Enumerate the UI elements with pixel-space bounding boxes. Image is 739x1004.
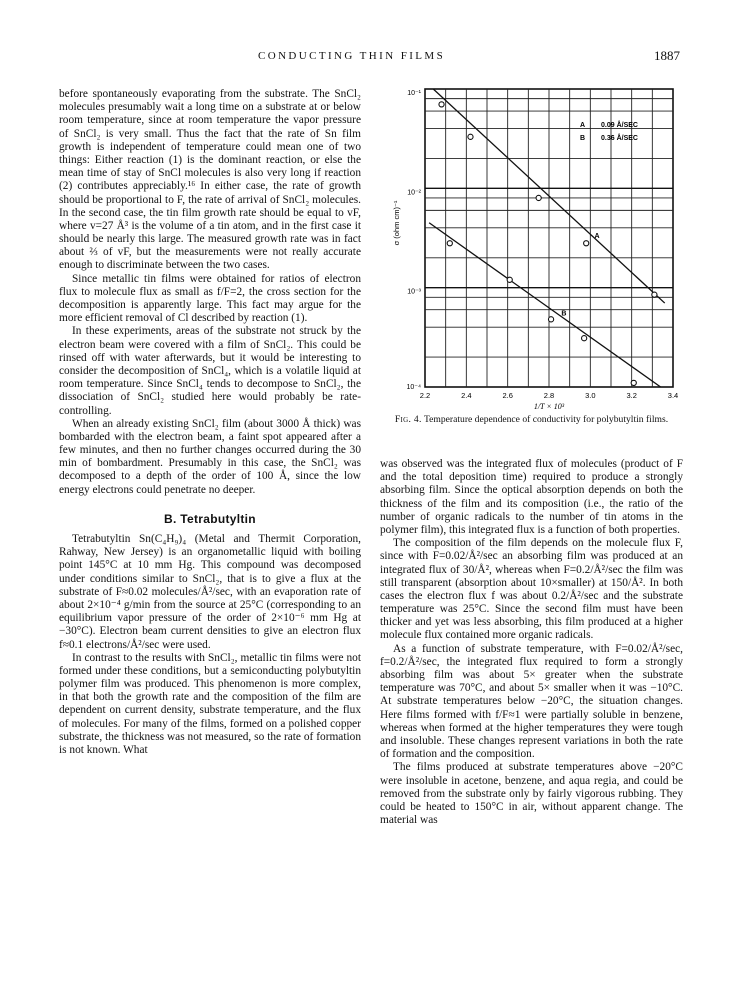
y-tick-label: 10⁻²	[407, 189, 421, 197]
paragraph: before spontaneously evaporating from the substrate. The SnCl₂ molecules presumably wait a long time on a substrate at or below room temperature, since at room temperature the vapor pressure of SnCl₂ is very small. Thus the fact that the rate of Sn film growth is independent of temperature could mean one of two things: Either reaction (1) is the dominant reaction, or else the mean time of stay of SnCl molecules is also very long if reaction (2) contributes appreciably.¹⁶ In either case, the rate of growth should be proportional to F, the rate of arrival of SnCl₂ molecules. In the second case, the tin film growth rate should be equal to vF, where v=27 Å³ is the volume of a tin atom, and in the first case it should be nearly this large. The measured growth rate was in fact about ⅔ of vF, but the measurements were not really accurate enough to discriminate between the two cases.	[59, 88, 361, 272]
conductivity-chart	[383, 78, 683, 418]
x-tick-label: 2.4	[461, 391, 472, 400]
data-point-a	[652, 292, 657, 297]
y-tick-label: 10⁻¹	[407, 90, 421, 97]
legend-marker: B	[580, 135, 586, 142]
data-point-b	[631, 380, 636, 385]
legend-marker: A	[580, 122, 586, 129]
y-axis-label: σ (ohm cm)⁻¹	[392, 200, 401, 246]
data-point-a	[536, 195, 541, 200]
running-header	[0, 50, 739, 70]
paragraph: In these experiments, areas of the substrate not struck by the electron beam were covered with a film of SnCl₂. This could be rinsed off with water afterwards, but it would be interesting to consider the decomposition of SnCl₄, which is a volatile liquid at room temperature. Since SnCl₄ tends to decompose to SnCl₂, the dissociation of SnCl₂ studied here would probably be rate-controlling.	[59, 325, 361, 417]
x-tick-label: 3.2	[626, 391, 637, 400]
x-tick-label: 2.6	[502, 391, 513, 400]
data-point-a	[439, 102, 444, 107]
paragraph: Since metallic tin films were obtained for ratios of electron flux to molecule flux as small as f/F=2, the cross section for the decomposition is apparently large. This fact may argue for the more efficient removal of Cl described by reaction (1).	[59, 272, 361, 325]
paragraph: The films produced at substrate temperatures above −20°C were insoluble in acetone, benzene, and aqua regia, and could be removed from the substrate only by fairly vigorous rubbing. They could be heated to 150°C in air, without apparent change. The material was	[380, 761, 683, 827]
x-axis-label: 1/T × 10³	[533, 402, 565, 411]
page-number: 1887	[654, 48, 680, 63]
figure-caption-text: Temperature dependence of conductivity for polybutyltin films.	[423, 414, 669, 425]
right-text-column	[380, 458, 683, 827]
y-tick-label: 10⁻⁴	[406, 384, 421, 391]
paragraph: The composition of the film depends on the molecule flux F, since with F=0.02/Å²/sec an absorbing film was produced at an integrated flux of 30/Å², whereas when F=0.2/Å²/sec the film was still transparent (absorption about 10×smaller) at 150/Å². In both cases the electron flux f was about 0.2/Å²/sec and the substrate temperature was 25°C. Since the second film must have been thicker and yet was less absorbing, this film produced at a higher molecule flux contained more organic radicals.	[380, 537, 683, 642]
x-tick-label: 3.0	[585, 391, 596, 400]
x-tick-label: 2.2	[419, 391, 431, 400]
data-point-b	[507, 277, 512, 282]
data-point-a	[584, 241, 589, 246]
x-tick-label: 3.4	[667, 391, 679, 400]
line-label-b: B	[561, 310, 567, 318]
data-point-b	[582, 336, 587, 341]
y-tick-label: 10⁻³	[407, 288, 421, 296]
paragraph: In contrast to the results with SnCl₂, metallic tin films were not formed under these conditions, but a semiconducting polybutyltin polymer film was produced. This phenomenon is more complex, in that both the growth rate and the composition of the film are dependent on current density, substrate temperature, and the flux of molecules. For many of the films, formed on a polished copper substrate, the thickness was not measured, so the rate of formation is not known. What	[59, 651, 361, 756]
left-text-column	[59, 88, 361, 757]
conductivity-figure	[383, 78, 683, 438]
data-point-a	[468, 134, 473, 139]
line-label-a: A	[594, 232, 600, 240]
running-title: CONDUCTING THIN FILMS	[258, 50, 446, 62]
figure-caption	[380, 414, 683, 426]
x-tick-label: 2.8	[543, 391, 555, 400]
paragraph: As a function of substrate temperature, with F=0.02/Å²/sec, f=0.2/Å²/sec, the integrated flux required to form a strongly absorbing film was about 5× greater when the substrate temperature was 70°C, and about 5× smaller when it was −10°C. At substrate temperatures below −20°C, the situation changes. Here films formed with f/F≈1 were partially soluble in benzene, whereas when formed at the higher temperatures they were tough and insoluble. These changes represent variations in both the rate of formation and the composition.	[380, 642, 683, 761]
section-heading: B. Tetrabutyltin	[164, 511, 256, 526]
legend-text: 0.36 Å/SEC	[601, 135, 638, 142]
data-point-b	[548, 317, 553, 322]
legend-text: 0.09 Å/SEC	[601, 122, 638, 129]
paragraph: Tetrabutyltin Sn(C₄H₉)₄ (Metal and Thermit Corporation, Rahway, New Jersey) is an organometallic liquid with boiling point 145°C at 10 mm Hg. This compound was decomposed under conditions similar to SnCl₂, that is to give a flux at the substrate of F≈0.02 molecules/Å²/sec, with an evaporation rate of about 2×10⁻⁴ g/min from the source at 25°C (corresponding to an equilibrium vapor pressure of the order of 2×10⁻⁶ mm Hg at −30°C). Electron beam current densities to give an electron flux f≈0.1 electrons/Å²/sec were used.	[59, 533, 361, 651]
paragraph: When an already existing SnCl₂ film (about 3000 Å thick) was bombarded with the electron beam, a faint spot appeared after a few minutes, and then no further changes occurred during the 30 min of bombardment. Presumably in this case, the SnCl₂ was decomposed to a depth of the order of 100 Å, since the low energy electrons could penetrate no deeper.	[59, 417, 361, 496]
fit-line-b	[429, 223, 660, 387]
data-point-b	[447, 241, 452, 246]
figure-caption-label: Fig. 4.	[394, 414, 422, 425]
paragraph: was observed was the integrated flux of molecules (product of F and the total deposition time) required to produce a strongly absorbing film. Since the optical absorption depends on both the thickness of the film and its composition (i.e., the ratio of the number of organic radicals to the number of tin atoms in the polymer film), this integrated flux is a function of both properties.	[380, 458, 683, 536]
